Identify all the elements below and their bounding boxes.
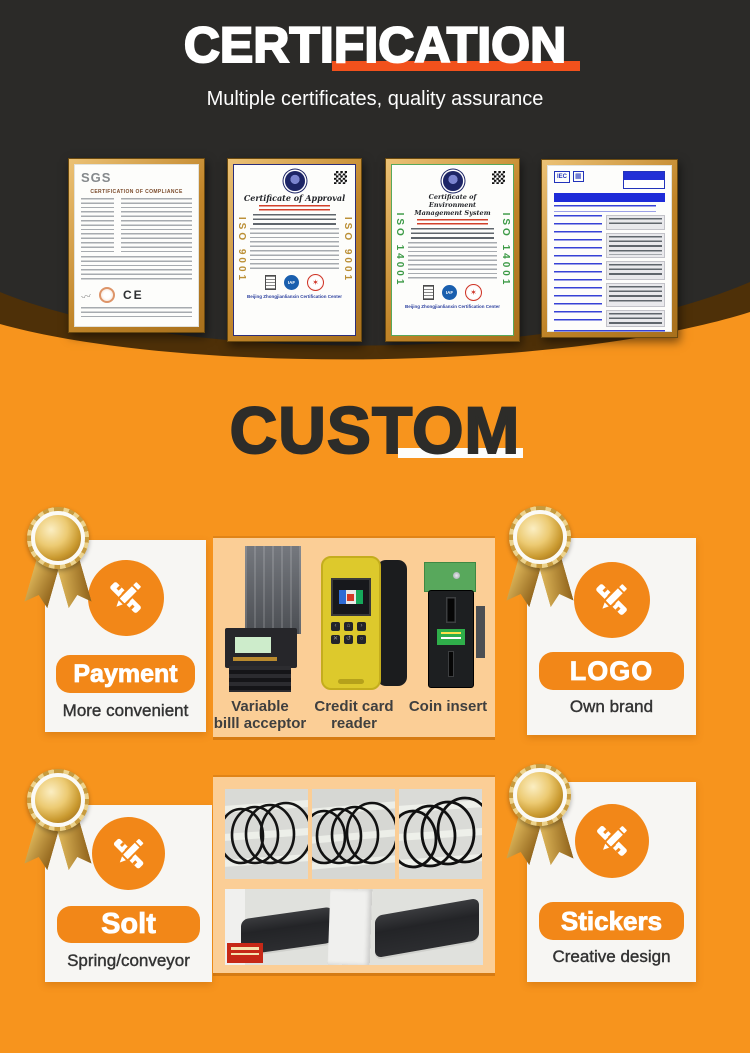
signature-mark: 〰 <box>80 290 93 304</box>
medal-ribbon-icon <box>26 506 90 610</box>
qr-code-icon <box>334 171 347 184</box>
certificate-issuer: Beijing Zhongjianlianxin Certification Center <box>404 304 500 309</box>
stickers-caption: Creative design <box>552 947 671 966</box>
certificate-paragraph <box>81 256 192 282</box>
certificate-iso14001 <box>385 158 520 342</box>
red-seal-icon: ✶ <box>307 274 324 291</box>
certificate-doc-title: Certificate of Approval <box>243 193 346 203</box>
spring-photo <box>225 789 308 879</box>
sgs-logo: SGS <box>81 170 112 185</box>
iaf-seal-icon: IAF <box>442 285 457 300</box>
medal-ribbon-icon <box>508 505 572 609</box>
logo-caption: Own brand <box>569 697 654 716</box>
design-icon-circle <box>88 560 164 636</box>
bill-acceptor-photo <box>223 546 307 694</box>
red-seal-icon: ✶ <box>465 284 482 301</box>
certificate-footer-lines <box>81 307 192 317</box>
pencil-ruler-icon <box>588 576 635 623</box>
medal-ribbon-icon <box>508 763 572 867</box>
payment-button: Payment <box>56 655 194 693</box>
certificate-data-table <box>554 215 665 327</box>
spring-photo <box>399 789 482 879</box>
card-reader-photo: ‹ ⌂ › ✕ ↺ ○ <box>319 554 407 694</box>
design-icon-circle <box>574 562 650 638</box>
certificate-iso9001 <box>227 158 362 342</box>
certificate-issuer: Beijing Zhongjianlianxin Certification Center <box>246 294 342 299</box>
pencil-ruler-icon <box>102 574 149 621</box>
iso9001-side-label: ISO 9001 <box>236 216 247 284</box>
certificate-number-lines <box>417 219 489 227</box>
iso14001-side-label: ISO 14001 <box>394 212 405 288</box>
certification-title: CERTIFICATION <box>183 17 567 73</box>
iso9001-side-label: ISO 9001 <box>342 216 353 284</box>
payment-caption: More convenient <box>62 701 189 720</box>
pencil-ruler-icon <box>106 831 151 876</box>
certificate-paragraph <box>250 228 339 270</box>
certificate-ref-box <box>623 171 665 189</box>
certificate-paragraph <box>408 242 497 280</box>
certificate-cb-test <box>541 159 678 338</box>
cnas-seal-icon <box>423 285 434 300</box>
machine-label <box>227 943 263 963</box>
qr-code-icon <box>492 171 505 184</box>
design-icon-circle <box>92 817 165 890</box>
certificate-doc-title: CERTIFICATION OF COMPLIANCE <box>90 189 183 195</box>
pencil-ruler-icon <box>589 818 635 864</box>
coin-insert-photo <box>419 562 485 694</box>
certificate-number-lines <box>259 205 331 213</box>
certification-subtitle: Multiple certificates, quality assurance <box>206 88 544 110</box>
coin-insert-label: Coin insert <box>408 698 488 715</box>
ecee-logo-icon: ▦ <box>575 173 582 180</box>
medal-ribbon-icon <box>26 768 90 872</box>
card-reader-label: Credit card reader <box>314 698 394 732</box>
certificate-footer-lines <box>554 330 665 332</box>
spring-conveyor-photos <box>213 777 495 973</box>
iso14001-side-label: ISO 14001 <box>500 212 511 288</box>
certificate-heading-lines <box>554 205 656 212</box>
logo-button: LOGO <box>539 652 684 690</box>
round-seal-icon <box>99 287 115 303</box>
company-name-lines <box>253 214 336 226</box>
payment-options-photos <box>213 538 495 737</box>
solt-caption: Spring/conveyor <box>67 951 190 970</box>
certificate-doc-title: Certificate of Environment Management System <box>414 193 491 217</box>
certification-emblem-icon <box>285 171 305 191</box>
ce-mark: CE <box>123 288 144 302</box>
custom-title: CUSTOM <box>229 393 521 467</box>
conveyor-belt-photo <box>225 889 483 965</box>
cnas-seal-icon <box>265 275 276 290</box>
iec-logo: IEC <box>554 171 570 183</box>
certificate-blue-band <box>554 193 665 202</box>
certification-emblem-icon <box>443 171 463 191</box>
design-icon-circle <box>575 804 649 878</box>
certificate-sgs <box>68 158 205 333</box>
iaf-seal-icon: IAF <box>284 275 299 290</box>
solt-button: Solt <box>57 906 201 943</box>
spring-photo <box>312 789 395 879</box>
certificate-field-table <box>81 198 192 252</box>
company-name-lines <box>411 228 494 240</box>
bill-acceptor-label: Variable billl acceptor <box>213 698 307 732</box>
stickers-button: Stickers <box>539 902 684 940</box>
